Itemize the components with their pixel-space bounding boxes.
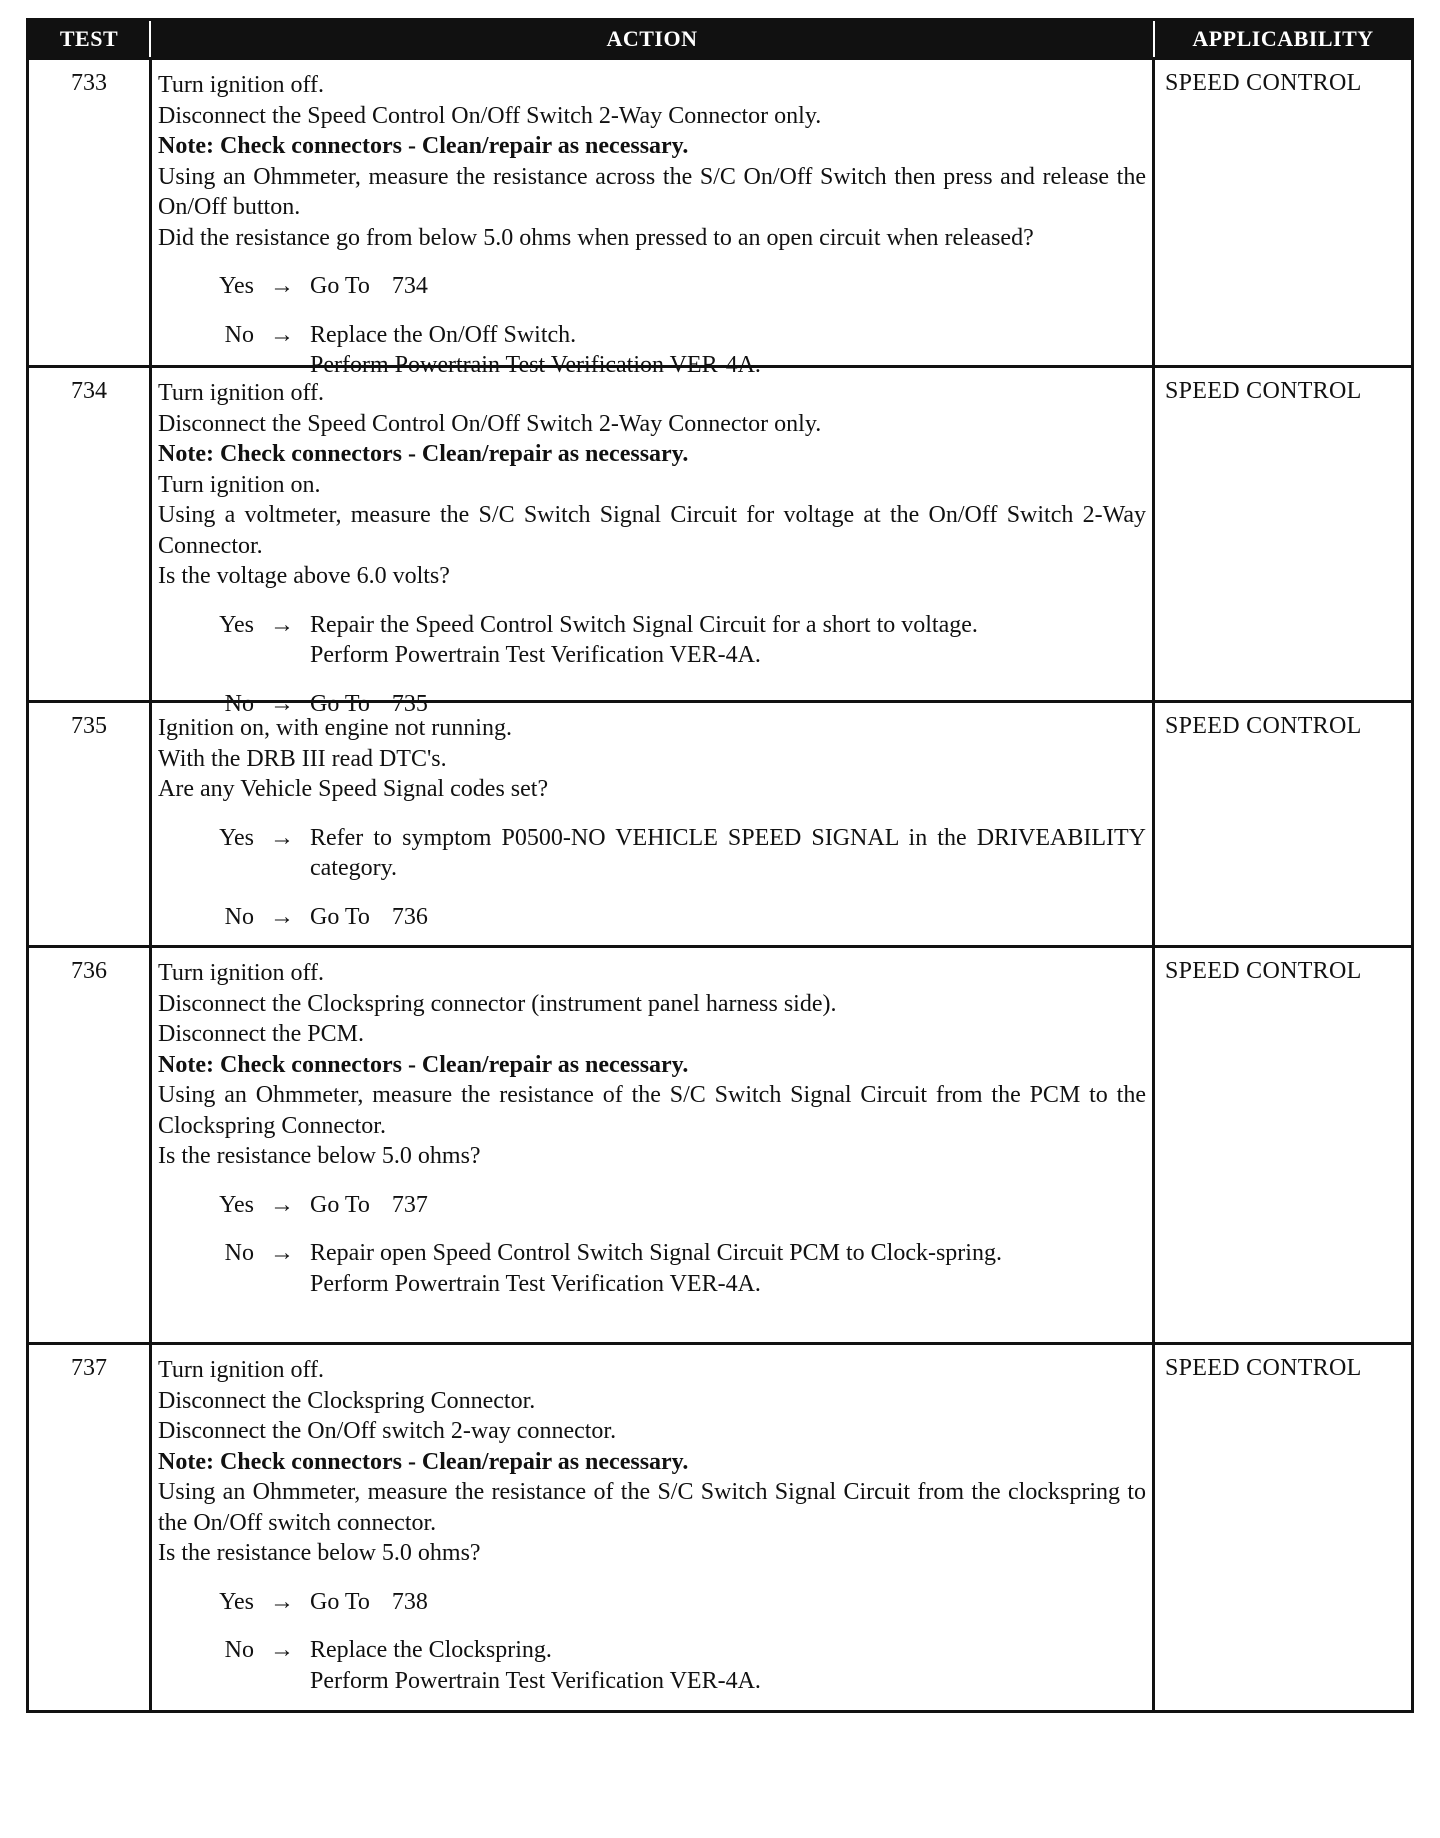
- yes-label: Yes: [219, 273, 254, 299]
- yes-label: Yes: [219, 1191, 254, 1218]
- action-question: Did the resistance go from below 5.0 ohms when pressed to an open circuit when released?: [158, 224, 1034, 251]
- arrow-icon: →: [270, 611, 294, 638]
- action-cell: [149, 1345, 1155, 1710]
- header-applicability: APPLICABILITY: [1192, 26, 1374, 51]
- action-line: Disconnect the Speed Control On/Off Switch 2-Way Connector only.: [158, 102, 822, 129]
- test-number: 735: [71, 713, 107, 739]
- arrow-icon: →: [270, 903, 294, 930]
- arrow-icon: →: [270, 1240, 294, 1266]
- action-line: Using a voltmeter, measure the S/C Switch Signal Circuit for voltage at the On/Off Switch 2-Way Connector.: [158, 502, 1152, 559]
- action-cell: [149, 703, 1155, 945]
- action-line: Turn ignition off.: [158, 380, 325, 406]
- branch-verification: Perform Powertrain Test Verification VER-4A.: [310, 352, 761, 378]
- arrow-icon: →: [270, 824, 294, 851]
- arrow-icon: →: [270, 273, 294, 299]
- arrow-icon: →: [270, 321, 294, 348]
- arrow-icon: →: [270, 1588, 294, 1615]
- action-line: Disconnect the Clockspring Connector.: [158, 1387, 536, 1414]
- table-row: [29, 57, 1411, 378]
- table-row: [29, 1342, 1411, 1710]
- goto-number: 737: [391, 1191, 428, 1218]
- header-action: ACTION: [149, 21, 1155, 57]
- action-note: Note: Check connectors - Clean/repair as necessary.: [158, 1448, 689, 1475]
- no-label: No: [224, 903, 254, 930]
- table-header: [29, 21, 1411, 57]
- goto-number: 738: [391, 1588, 428, 1615]
- no-label: No: [224, 690, 254, 717]
- action-line: Turn ignition off.: [158, 1357, 325, 1383]
- header-test: TEST: [59, 26, 119, 51]
- branch-verification: Perform Powertrain Test Verification VER-4A.: [310, 1270, 761, 1297]
- action-line: Using an Ohmmeter, measure the resistance across the S/C On/Off Switch then press and release the On/Off button.: [158, 163, 1152, 220]
- table-row: [29, 945, 1411, 1342]
- applicability: SPEED CONTROL: [1165, 378, 1362, 404]
- action-line: Using an Ohmmeter, measure the resistance of the S/C Switch Signal Circuit from the PCM to the Clockspring Connector.: [158, 1082, 1152, 1139]
- goto-text: Go To: [310, 1588, 370, 1615]
- action-question: Is the resistance below 5.0 ohms?: [158, 1143, 481, 1169]
- no-label: No: [224, 321, 254, 348]
- action-line: With the DRB III read DTC's.: [158, 745, 447, 772]
- action-line: Disconnect the PCM.: [158, 1021, 364, 1047]
- goto-text: Go To: [310, 273, 370, 299]
- arrow-icon: →: [270, 1191, 294, 1218]
- no-branch: [158, 1238, 1146, 1299]
- action-note: Note: Check connectors - Clean/repair as necessary.: [158, 1051, 689, 1078]
- no-branch: [158, 902, 1146, 933]
- action-question: Is the voltage above 6.0 volts?: [158, 563, 450, 589]
- test-number: 733: [71, 70, 107, 96]
- test-number: 736: [71, 958, 107, 984]
- applicability: SPEED CONTROL: [1165, 958, 1362, 984]
- action-cell: [149, 60, 1155, 378]
- branch-action: Repair the Speed Control Switch Signal Circuit for a short to voltage.: [310, 611, 978, 638]
- action-line: Disconnect the Speed Control On/Off Switch 2-Way Connector only.: [158, 410, 822, 437]
- action-line: Ignition on, with engine not running.: [158, 715, 512, 741]
- applicability: SPEED CONTROL: [1165, 713, 1362, 739]
- test-number: 734: [71, 378, 107, 404]
- yes-branch: [158, 271, 1146, 302]
- action-line: Turn ignition on.: [158, 471, 321, 498]
- action-note: Note: Check connectors - Clean/repair as necessary.: [158, 441, 689, 467]
- goto-text: Go To: [310, 1191, 370, 1218]
- table-row: [29, 365, 1411, 717]
- goto-number: 735: [391, 690, 428, 717]
- action-line: Using an Ohmmeter, measure the resistance of the S/C Switch Signal Circuit from the clockspring to the On/Off switch connector.: [158, 1479, 1152, 1536]
- branch-verification: Perform Powertrain Test Verification VER-4A.: [310, 1667, 761, 1694]
- diagnostic-table: [26, 18, 1414, 1713]
- no-branch: [158, 1635, 1146, 1696]
- applicability: SPEED CONTROL: [1165, 1355, 1362, 1381]
- yes-label: Yes: [219, 1588, 254, 1615]
- branch-verification: Perform Powertrain Test Verification VER-4A.: [310, 642, 761, 668]
- branch-action: Refer to symptom P0500-NO VEHICLE SPEED SIGNAL in the DRIVEABILITY category.: [310, 824, 1146, 881]
- yes-branch: [158, 1587, 1146, 1618]
- applicability: SPEED CONTROL: [1165, 70, 1362, 96]
- no-label: No: [224, 1637, 254, 1663]
- action-question: Are any Vehicle Speed Signal codes set?: [158, 776, 549, 802]
- action-cell: [149, 948, 1155, 1342]
- branch-action: Repair open Speed Control Switch Signal Circuit PCM to Clock-spring.: [310, 1240, 1002, 1266]
- action-line: Disconnect the Clockspring connector (instrument panel harness side).: [158, 990, 837, 1017]
- branch-action: Replace the On/Off Switch.: [310, 321, 577, 348]
- branch-action: Replace the Clockspring.: [310, 1637, 552, 1663]
- yes-branch: [158, 823, 1146, 884]
- yes-branch: [158, 1190, 1146, 1221]
- goto-number: 734: [391, 273, 428, 299]
- action-question: Is the resistance below 5.0 ohms?: [158, 1540, 481, 1566]
- goto-text: Go To: [310, 903, 370, 930]
- arrow-icon: →: [270, 690, 294, 717]
- no-label: No: [224, 1240, 254, 1266]
- table-row: [29, 700, 1411, 945]
- action-line: Turn ignition off.: [158, 72, 325, 98]
- action-line: Disconnect the On/Off switch 2-way connector.: [158, 1418, 617, 1444]
- action-note: Note: Check connectors - Clean/repair as necessary.: [158, 133, 689, 159]
- test-number: 737: [71, 1355, 107, 1381]
- yes-label: Yes: [219, 611, 254, 638]
- action-line: Turn ignition off.: [158, 960, 325, 986]
- arrow-icon: →: [270, 1637, 294, 1663]
- yes-branch: [158, 610, 1146, 671]
- goto-number: 736: [391, 903, 428, 930]
- action-cell: [149, 368, 1155, 717]
- yes-label: Yes: [219, 824, 254, 851]
- goto-text: Go To: [310, 690, 370, 717]
